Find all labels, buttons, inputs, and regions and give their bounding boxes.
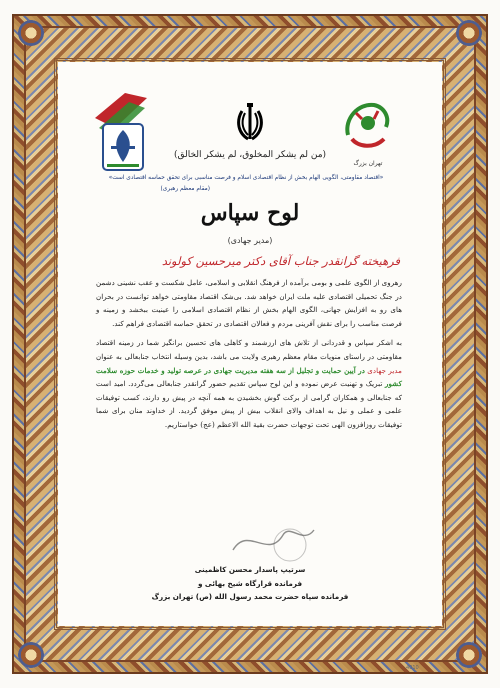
certificate-title: لوح سپاس: [200, 200, 300, 226]
certificate-subtitle: (مدیر جهادی): [227, 236, 273, 245]
body-paragraph: [96, 336, 402, 431]
highlight-title: مدیر جهادی: [367, 365, 402, 375]
footer-code: 4010: [406, 665, 419, 671]
motto-text: (من لم یشکر المخلوق، لم یشکر الخالق): [173, 150, 327, 160]
corner-ornament-icon: [456, 642, 482, 668]
addressee-name: فرهیخته گرانقدر جناب آقای دکتر میرحسین کولوند: [161, 254, 400, 268]
corner-ornament-icon: [18, 642, 44, 668]
signature-line: فرمانده سپاه حضرت محمد رسول الله (ص) تهران بزرگ: [151, 592, 349, 601]
quote-source: (مقام معظم رهبری): [160, 186, 210, 192]
highlight-event: در آیین حمایت و تجلیل از سه هفته مدیریت جهادی در عرصه تولید و خدمات حوزه سلامت کشور: [96, 365, 402, 389]
body-paragraph-text: به اشکر سپاس و قدردانی از تلاش های ارزشمند و کاهلی های تحسین برانگیز شما در زمینه اقتصاد مقاومتی در راستای منویات مقام معظم رهبری ولایت می باشد، بدین وسیله انتخاب جنابعالی به عنوان: [96, 338, 402, 361]
body-paragraph-tail: تبریک و تهنیت عرض نموده و این لوح سپاس تقدیم حضور گرانقدر جنابعالی می‌گردد. امید است که جنابعالی و همکاران گرامی از برکت گوش بخشیدن به همه آنچه در پیش رو دارند، کسب توفیقات علمی و عملی و نیل به اهداف والای انقلاب بیش از پیش موفق گردید. از خداوند منان برای شما توفیقات روزافزون الهی تحت توجهات حضرت بقیة الله الاعظم (عج) خواستاریم.: [96, 379, 402, 429]
right-logo-caption: تهران بزرگ: [353, 160, 383, 167]
signature-block: [150, 563, 350, 604]
corner-ornament-icon: [456, 20, 482, 46]
basij-logo-icon: [340, 95, 395, 167]
signature-line: سرتیپ پاسدار محسن کاظمینی: [194, 565, 306, 574]
body-paragraph: رهروی از الگوی علمی و بومی برآمده از فرهنگ انقلابی و اسلامی، عامل شکست و عقب نشینی دشمن در جنگ تحمیلی اقتصادی علیه ملت ایران خواهد شد. بی‌شک اقتصاد مقاومتی خواهد توانست در بحران های رو به افزایش جهانی، الگوی الهام بخش از نظام اقتصادی اسلامی را عینیت ببخشد و زمینه و فرصت مناسب را برای نقش آفرینی مردم و فعالان اقتصادی در تحقق حماسه اقتصادی فراهم کند.: [96, 278, 402, 328]
irgc-emblem-icon: [85, 88, 157, 176]
certificate-body: [96, 276, 402, 438]
leader-quote: «اقتصاد مقاومتی، الگویی الهام بخش از نظام اقتصادی اسلام و فرصت مناسبی برای تحقق حماسه اقتصادی است»: [108, 175, 384, 181]
corner-ornament-icon: [18, 20, 44, 46]
signature-line: فرمانده قرارگاه شیخ بهائی و: [197, 578, 303, 588]
signature-stamp-icon: [228, 515, 318, 565]
iran-emblem-icon: [236, 103, 264, 143]
